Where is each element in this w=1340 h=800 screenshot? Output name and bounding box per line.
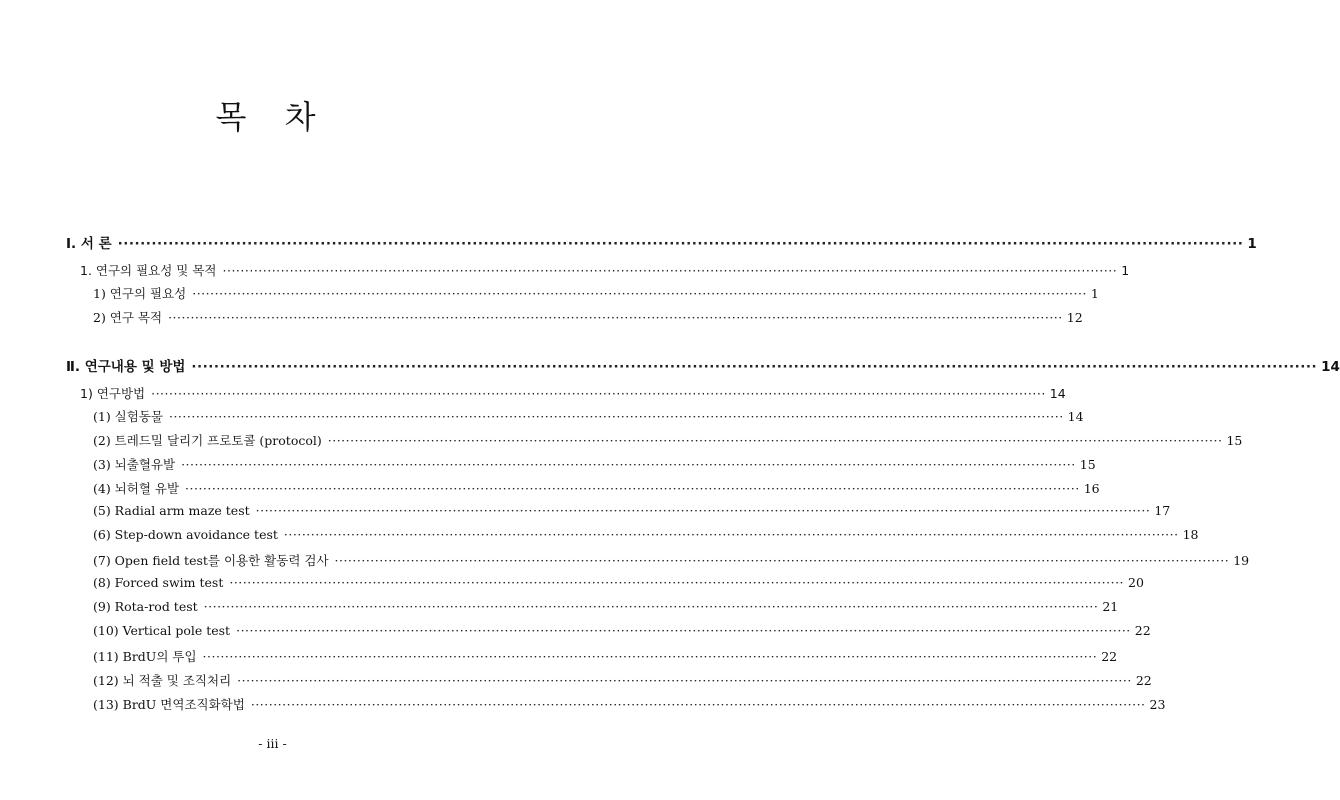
toc-entry-page: 12 xyxy=(1066,310,1083,325)
toc-entry-page: 15 xyxy=(1226,433,1243,448)
toc-entry-label: (9) Rota-rod test xyxy=(93,599,198,614)
toc-leader-dots: ········································································································································································································ xyxy=(117,236,1244,252)
toc-entry xyxy=(93,623,1151,638)
toc-entry xyxy=(93,671,1152,689)
toc-entry xyxy=(93,284,1099,302)
toc-leader-dots: ········································································································································································································ xyxy=(185,481,1080,496)
toc-entry-label: (4) 뇌허혈 유발 xyxy=(93,481,180,496)
toc-entry-label: (13) BrdU 면역조직화학법 xyxy=(93,697,245,712)
toc-entry xyxy=(93,695,1166,713)
toc-entry xyxy=(93,479,1100,497)
toc-entry-page: 1 xyxy=(1090,286,1099,301)
toc-entry xyxy=(93,431,1243,449)
toc-entry xyxy=(80,261,1130,279)
toc-entry-label: (10) Vertical pole test xyxy=(93,623,231,638)
toc-entry-label: 2) 연구 목적 xyxy=(93,310,163,325)
toc-leader-dots: ········································································································································································································ xyxy=(327,433,1223,448)
toc-leader-dots: ········································································································································································································ xyxy=(168,310,1063,325)
toc-leader-dots: ········································································································································································································ xyxy=(192,286,1087,301)
toc-leader-dots: ········································································································································································································ xyxy=(202,649,1098,664)
toc-entry-page: 19 xyxy=(1233,553,1250,568)
toc-leader-dots: ········································································································································································································ xyxy=(229,575,1125,590)
toc-leader-dots: ········································································································································································································ xyxy=(168,409,1064,424)
toc-entry-label: (3) 뇌출혈유발 xyxy=(93,457,176,472)
toc-entry-label: 1. 연구의 필요성 및 목적 xyxy=(80,263,217,278)
toc-leader-dots: ········································································································································································································ xyxy=(181,457,1076,472)
toc-entry-label: (11) BrdU의 투입 xyxy=(93,649,197,664)
toc-entry-label: (1) 실험동물 xyxy=(93,409,163,424)
page-title: 목 차 xyxy=(215,98,330,136)
toc-entry-page: 22 xyxy=(1135,673,1152,688)
toc-entry-label: (6) Step-down avoidance test xyxy=(93,527,278,542)
toc-entry-page: 15 xyxy=(1079,457,1096,472)
toc-entry-page: 17 xyxy=(1154,503,1171,518)
toc-entry xyxy=(93,455,1096,473)
toc-entry xyxy=(93,503,1171,518)
toc-leader-dots: ········································································································································································································ xyxy=(191,359,1318,375)
toc-entry-page: 18 xyxy=(1182,527,1199,542)
toc-entry-page: 14 xyxy=(1321,359,1340,375)
toc-entry-page: 22 xyxy=(1134,623,1151,638)
toc-entry-page: 16 xyxy=(1083,481,1100,496)
toc-entry-page: 22 xyxy=(1101,649,1118,664)
toc-entry-page: 1 xyxy=(1247,236,1257,252)
toc-entry-section-1 xyxy=(66,232,1257,252)
toc-leader-dots: ········································································································································································································ xyxy=(250,697,1146,712)
toc-entry-page: 21 xyxy=(1102,599,1119,614)
toc-entry-page: 23 xyxy=(1149,697,1166,712)
toc-entry-page: 20 xyxy=(1128,575,1144,590)
toc-entry xyxy=(80,384,1066,402)
toc-entry-label: (2) 트레드밀 달리기 프로토콜 (protocol) xyxy=(93,433,322,448)
toc-leader-dots: ········································································································································································································ xyxy=(203,599,1099,614)
toc-leader-dots: ········································································································································································································ xyxy=(151,386,1046,401)
toc-entry xyxy=(93,527,1199,542)
toc-entry-section-2 xyxy=(66,355,1340,375)
toc-entry xyxy=(93,575,1144,590)
toc-leader-dots: ········································································································································································································ xyxy=(334,553,1230,568)
toc-entry-label: (8) Forced swim test xyxy=(93,575,224,590)
toc-leader-dots: ········································································································································································································ xyxy=(222,263,1118,278)
toc-entry-page: 14 xyxy=(1067,409,1084,424)
toc-entry xyxy=(93,647,1118,665)
toc-entry-page: 14 xyxy=(1049,386,1066,401)
toc-entry-label: (5) Radial arm maze test xyxy=(93,503,250,518)
toc-entry xyxy=(93,551,1250,569)
toc-leader-dots: ········································································································································································································ xyxy=(236,623,1131,638)
toc-entry-label: Ⅱ. 연구내용 및 방법 xyxy=(66,359,186,375)
toc-leader-dots: ········································································································································································································ xyxy=(237,673,1132,688)
toc-entry-label: 1) 연구방법 xyxy=(80,386,146,401)
toc-entry-label: Ⅰ. 서 론 xyxy=(66,236,112,252)
toc-entry-page: 1 xyxy=(1121,263,1130,278)
toc-leader-dots: ········································································································································································································ xyxy=(255,503,1151,518)
toc-entry-label: (7) Open field test를 이용한 활동력 검사 xyxy=(93,553,329,568)
toc-leader-dots: ········································································································································································································ xyxy=(283,527,1179,542)
toc-entry-label: (12) 뇌 적출 및 조직처리 xyxy=(93,673,232,688)
toc-entry xyxy=(93,308,1083,326)
page-number-footer: - iii - xyxy=(258,736,287,751)
toc-entry xyxy=(93,407,1084,425)
toc-entry xyxy=(93,599,1119,614)
toc-entry-label: 1) 연구의 필요성 xyxy=(93,286,187,301)
